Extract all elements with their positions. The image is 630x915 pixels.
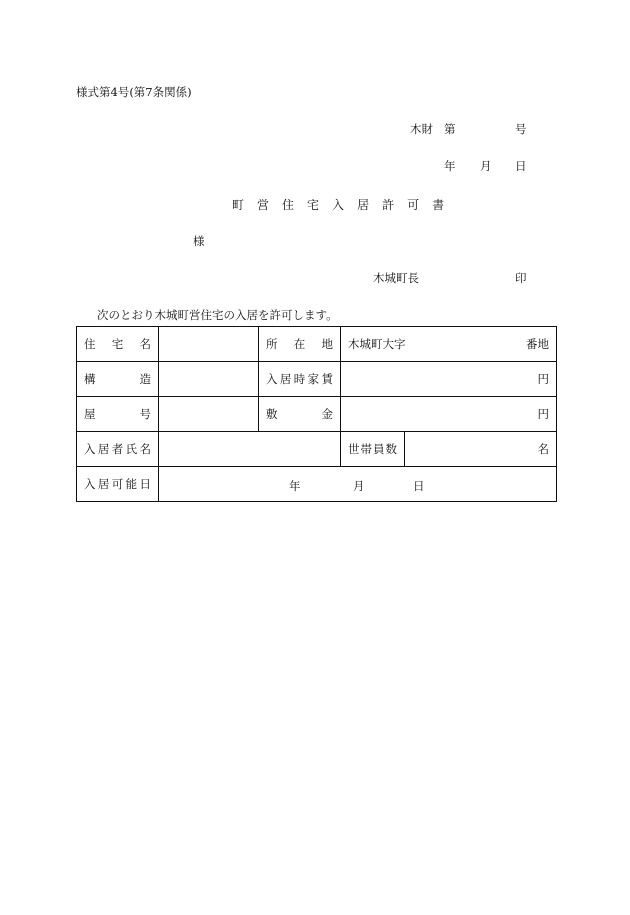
label-char: 家 — [307, 372, 320, 386]
label-char: 能 — [125, 477, 138, 491]
household-count-label — [341, 432, 405, 467]
label-char: 員 — [373, 442, 385, 456]
location-prefix: 木城町大字 — [348, 337, 406, 351]
resident-name-value — [159, 432, 341, 467]
label-char: 者 — [111, 442, 124, 456]
rent-value — [341, 362, 557, 397]
label-char: 所 — [266, 337, 278, 351]
move-in-month: 月 — [353, 479, 365, 493]
rent-label-text — [266, 371, 333, 387]
location-value — [341, 327, 557, 362]
table-row — [77, 327, 557, 362]
issue-date-month: 月 — [480, 159, 492, 173]
room-number-value — [159, 397, 259, 432]
deposit-label — [259, 397, 341, 432]
document-title: 町 営 住 宅 入 居 許 可 書 — [232, 198, 449, 212]
deposit-unit: 円 — [537, 407, 549, 421]
label-char: 号 — [139, 407, 151, 421]
label-char: 造 — [139, 372, 151, 386]
move-in-date-label — [77, 467, 159, 502]
label-char: 日 — [139, 477, 151, 491]
move-in-date-label-text — [84, 476, 151, 492]
label-char: 名 — [139, 337, 151, 351]
label-char: 入 — [84, 442, 96, 456]
label-char: 居 — [97, 442, 110, 456]
permit-details-table — [76, 326, 557, 502]
structure-label — [77, 362, 159, 397]
table-row — [77, 432, 557, 467]
resident-name-label — [77, 432, 159, 467]
location-label — [259, 327, 341, 362]
seal-mark: 印 — [515, 271, 527, 285]
label-char: 住 — [84, 337, 96, 351]
label-char: 世 — [348, 442, 360, 456]
rent-unit: 円 — [537, 372, 549, 386]
deposit-value — [341, 397, 557, 432]
label-char: 在 — [293, 337, 306, 351]
table-row — [77, 467, 557, 502]
structure-label-text — [84, 371, 151, 387]
move-in-date-value — [159, 467, 557, 502]
form-number-label: 様式第4号(第7条関係) — [76, 85, 192, 99]
move-in-year: 年 — [289, 479, 301, 493]
label-char: 氏 — [125, 442, 138, 456]
label-char: 帯 — [360, 442, 372, 456]
label-char: 宅 — [111, 337, 124, 351]
label-char: 居 — [279, 372, 292, 386]
label-char: 名 — [139, 442, 151, 456]
label-char: 入 — [84, 477, 96, 491]
issue-date-day: 日 — [515, 159, 527, 173]
label-char: 賃 — [321, 372, 333, 386]
move-in-day: 日 — [413, 479, 425, 493]
housing-name-label-text — [84, 336, 151, 352]
label-char: 居 — [97, 477, 110, 491]
doc-number-dai: 第 — [444, 122, 456, 136]
rent-label — [259, 362, 341, 397]
household-count-value — [405, 432, 557, 467]
label-char: 構 — [84, 372, 96, 386]
location-label-text — [266, 336, 333, 352]
structure-value — [159, 362, 259, 397]
label-char: 敷 — [266, 407, 278, 421]
deposit-label-text — [266, 406, 333, 422]
label-char: 金 — [321, 407, 333, 421]
mayor-title: 木城町長 — [373, 271, 419, 285]
room-number-label-text — [84, 406, 151, 422]
label-char: 数 — [385, 442, 397, 456]
table-row — [77, 397, 557, 432]
room-number-label — [77, 397, 159, 432]
issue-date-year: 年 — [444, 159, 456, 173]
label-char: 入 — [266, 372, 278, 386]
household-count-label-text — [348, 441, 397, 457]
housing-name-value — [159, 327, 259, 362]
label-char: 時 — [293, 372, 306, 386]
label-char: 屋 — [84, 407, 96, 421]
intro-text: 次のとおり木城町営住宅の入居を許可します。 — [97, 308, 338, 322]
location-suffix: 番地 — [526, 337, 549, 351]
doc-number-prefix: 木財 — [410, 122, 433, 136]
housing-name-label — [77, 327, 159, 362]
doc-number-go: 号 — [515, 122, 527, 136]
table-row — [77, 362, 557, 397]
label-char: 地 — [321, 337, 333, 351]
resident-name-label-text — [84, 441, 151, 457]
household-count-unit: 名 — [537, 442, 549, 456]
label-char: 可 — [111, 477, 124, 491]
addressee-suffix: 様 — [193, 234, 205, 248]
